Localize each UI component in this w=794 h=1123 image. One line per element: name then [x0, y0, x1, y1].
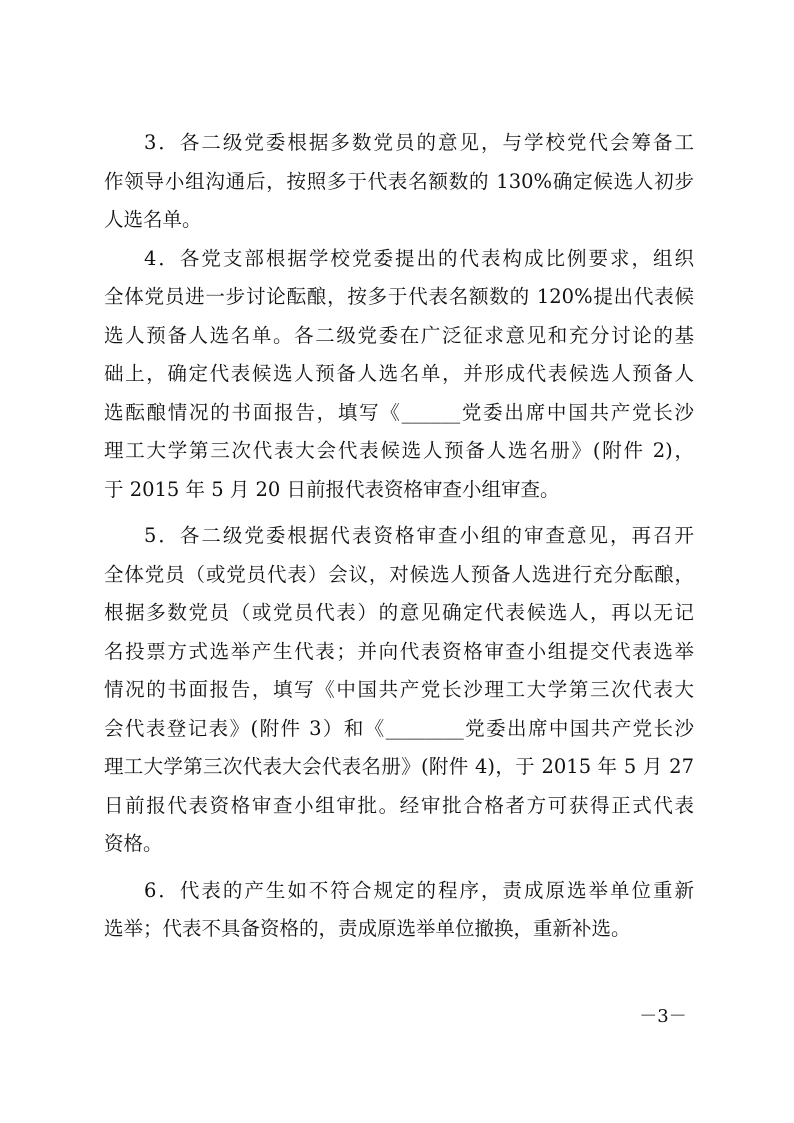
paragraph-line: 情况的书面报告，填写《中国共产党长沙理工大学第三次代表大 [104, 678, 694, 701]
paragraph-item-4 [104, 240, 694, 510]
paragraph-line: 全体党员进一步讨论酝酿，按多于代表名额数的 120%提出代表候 [104, 285, 694, 308]
paragraph-line: 日前报代表资格审查小组审批。经审批合格者方可获得正式代表 [104, 793, 694, 817]
paragraph-line: 理工大学第三次代表大会代表名册》(附件 4)，于 2015 年 5 月 27 [104, 755, 694, 778]
paragraph-line: 选酝酿情况的书面报告，填写《______党委出席中国共产党长沙 [104, 400, 694, 424]
paragraph-line: 3．各二级党委根据多数党员的意见，与学校党代会筹备工 [144, 131, 694, 154]
paragraph-line: 作领导小组沟通后，按照多于代表名额数的 130%确定候选人初步 [104, 169, 694, 193]
paragraph-line: 于 2015 年 5 月 20 日前报代表资格审查小组审查。 [104, 477, 560, 501]
paragraph-item-3 [104, 124, 694, 240]
paragraph-line: 选举；代表不具备资格的，责成原选举单位撤换，重新补选。 [104, 917, 631, 940]
paragraph-line: 5．各二级党委根据代表资格审查小组的审查意见，再召开 [144, 524, 694, 547]
paragraph-line: 会代表登记表》(附件 3）和《________党委出席中国共产党长沙 [104, 716, 694, 740]
paragraph-gap [104, 864, 694, 872]
page-number: －3－ [639, 1006, 687, 1027]
paragraph-line: 根据多数党员（或党员代表）的意见确定代表候选人，再以无记 [104, 601, 694, 624]
paragraph-line: 人选名单。 [104, 208, 202, 231]
paragraph-item-6 [104, 872, 694, 949]
paragraph-item-5 [104, 517, 694, 864]
paragraph-line: 全体党员（或党员代表）会议，对候选人预备人选进行充分酝酿， [104, 562, 694, 586]
paragraph-line: 4．各党支部根据学校党委提出的代表构成比例要求，组织 [144, 246, 694, 270]
paragraph-line: 资格。 [104, 832, 163, 855]
paragraph-line: 础上，确定代表候选人预备人选名单，并形成代表候选人预备人 [104, 362, 694, 385]
paragraph-line: 选人预备人选名单。各二级党委在广泛征求意见和充分讨论的基 [104, 323, 694, 347]
document-body [104, 124, 694, 949]
paragraph-line: 6．代表的产生如不符合规定的程序，责成原选举单位重新 [144, 878, 694, 902]
paragraph-gap [104, 509, 694, 517]
paragraph-line: 理工大学第三次代表大会代表候选人预备人选名册》(附件 2)， [104, 439, 694, 462]
paragraph-line: 名投票方式选举产生代表；并向代表资格审查小组提交代表选举 [104, 639, 694, 663]
